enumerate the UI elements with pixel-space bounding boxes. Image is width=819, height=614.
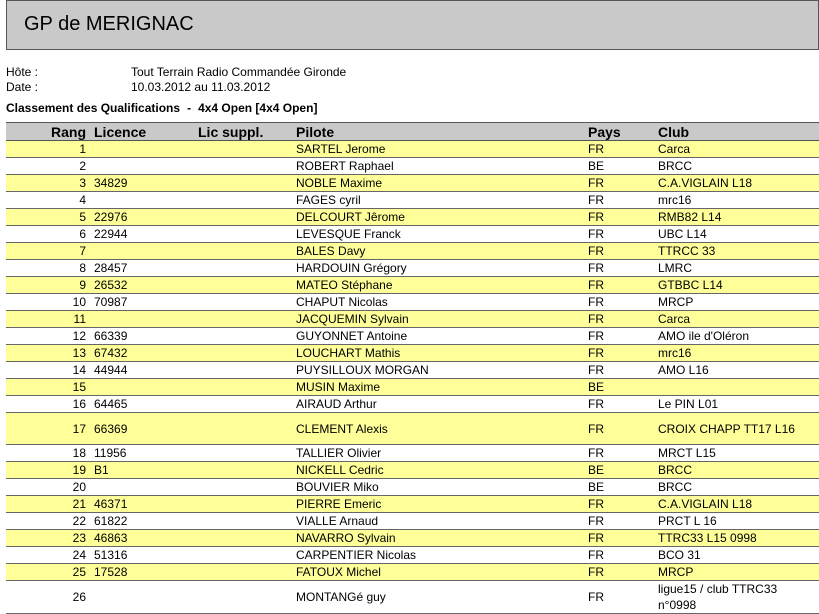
section-category: 4x4 Open [4x4 Open] [198,101,318,115]
licence-cell [92,158,196,175]
pilote-cell: NICKELL Cedric [294,462,586,479]
club-cell: BRCC [656,158,819,175]
lic-suppl-cell [196,379,294,396]
pilote-cell: BOUVIER Miko [294,479,586,496]
column-header-pays: Pays [586,123,656,141]
pilote-cell: CARPENTIER Nicolas [294,547,586,564]
lic-suppl-cell [196,362,294,379]
column-header-club: Club [656,123,819,141]
rang-cell: 21 [6,496,92,513]
lic-suppl-cell [196,564,294,581]
rang-cell: 23 [6,530,92,547]
table-row [6,362,819,379]
rang-cell: 18 [6,445,92,462]
lic-suppl-cell [196,243,294,260]
table-row [6,277,819,294]
licence-cell: 70987 [92,294,196,311]
table-row [6,479,819,496]
licence-cell [92,479,196,496]
table-row [6,396,819,413]
club-cell [656,413,819,445]
pilote-cell: MUSIN Maxime [294,379,586,396]
licence-cell: 22944 [92,226,196,243]
club-cell: mrc16 [656,345,819,362]
pilote-cell: BALES Davy [294,243,586,260]
rang-cell: 17 [6,413,92,445]
club-cell: AMO ile d'Oléron [656,328,819,345]
licence-cell: 66369 [92,413,196,445]
licence-cell: 61822 [92,513,196,530]
column-header-licence: Licence [92,123,196,141]
pilote-cell: VIALLE Arnaud [294,513,586,530]
pilote-cell: FATOUX Michel [294,564,586,581]
rang-cell: 22 [6,513,92,530]
lic-suppl-cell [196,581,294,614]
column-header-rang: Rang [6,123,92,141]
column-header-pilote: Pilote [294,123,586,141]
licence-cell: 17528 [92,564,196,581]
licence-cell: 46371 [92,496,196,513]
table-row [6,496,819,513]
pilote-cell: TALLIER Olivier [294,445,586,462]
licence-cell: 51316 [92,547,196,564]
lic-suppl-cell [196,479,294,496]
section-name: Classement des Qualifications [6,101,181,115]
table-row [6,209,819,226]
pays-cell: FR [586,260,656,277]
club-cell: PRCT L 16 [656,513,819,530]
club-cell: TTRC33 L15 0998 [656,530,819,547]
club-cell: LMRC [656,260,819,277]
rang-cell: 24 [6,547,92,564]
pilote-cell: GUYONNET Antoine [294,328,586,345]
club-cell [656,581,819,614]
pilote-cell: LOUCHART Mathis [294,345,586,362]
rang-cell: 5 [6,209,92,226]
rang-cell: 26 [6,581,92,614]
rang-cell: 8 [6,260,92,277]
lic-suppl-cell [196,226,294,243]
pays-cell: FR [586,496,656,513]
lic-suppl-cell [196,530,294,547]
licence-cell: 64465 [92,396,196,413]
rang-cell: 6 [6,226,92,243]
rang-cell: 15 [6,379,92,396]
pays-cell: FR [586,547,656,564]
lic-suppl-cell [196,209,294,226]
rang-cell: 12 [6,328,92,345]
rang-cell: 10 [6,294,92,311]
licence-cell [92,581,196,614]
rang-cell: 16 [6,396,92,413]
section-title [6,101,317,115]
lic-suppl-cell [196,328,294,345]
pilote-cell: AIRAUD Arthur [294,396,586,413]
pilote-cell: CHAPUT Nicolas [294,294,586,311]
pays-cell: FR [586,530,656,547]
rang-cell: 13 [6,345,92,362]
licence-cell: 28457 [92,260,196,277]
lic-suppl-cell [196,277,294,294]
club-cell: C.A.VIGLAIN L18 [656,175,819,192]
lic-suppl-cell [196,294,294,311]
table-row [6,547,819,564]
club-text: ligue15 / club TTRC33 n°0998 [658,582,778,612]
table-row [6,294,819,311]
table-row [6,141,819,158]
pilote-cell: SARTEL Jerome [294,141,586,158]
pays-cell: FR [586,445,656,462]
club-cell: GTBBC L14 [656,277,819,294]
licence-cell [92,243,196,260]
host-label: Hôte : [6,65,39,79]
date-line [0,80,819,91]
rang-cell: 19 [6,462,92,479]
club-text: CROIX CHAPP TT17 L16 [658,421,795,436]
licence-cell: 11956 [92,445,196,462]
pilote-cell: CLEMENT Alexis [294,413,586,445]
lic-suppl-cell [196,345,294,362]
pays-cell: FR [586,328,656,345]
pays-cell: FR [586,209,656,226]
lic-suppl-cell [196,260,294,277]
table-header-row [6,123,819,141]
rang-cell: 2 [6,158,92,175]
rang-cell: 7 [6,243,92,260]
section-separator: - [187,101,192,115]
results-table [6,122,819,614]
table-row [6,158,819,175]
pilote-cell: MONTANGé guy [294,581,586,614]
rang-cell: 4 [6,192,92,209]
licence-cell: 22976 [92,209,196,226]
rang-cell: 3 [6,175,92,192]
club-cell: AMO L16 [656,362,819,379]
pays-cell: FR [586,277,656,294]
pays-cell: FR [586,413,656,445]
rang-cell: 1 [6,141,92,158]
table-row [6,513,819,530]
page-title: GP de MERIGNAC [24,13,194,35]
rang-cell: 9 [6,277,92,294]
licence-cell: 34829 [92,175,196,192]
pilote-cell: HARDOUIN Grégory [294,260,586,277]
pays-cell: FR [586,396,656,413]
pays-cell: FR [586,564,656,581]
pays-cell: FR [586,175,656,192]
lic-suppl-cell [196,192,294,209]
pilote-cell: ROBERT Raphael [294,158,586,175]
club-cell: RMB82 L14 [656,209,819,226]
column-header-lic-suppl: Lic suppl. [196,123,294,141]
pays-cell: FR [586,311,656,328]
licence-cell: 26532 [92,277,196,294]
licence-cell [92,192,196,209]
licence-cell [92,311,196,328]
pays-cell: BE [586,462,656,479]
pilote-cell: NAVARRO Sylvain [294,530,586,547]
lic-suppl-cell [196,175,294,192]
pays-cell: BE [586,479,656,496]
table-row [6,413,819,445]
date-label: Date : [6,80,39,91]
table-row [6,311,819,328]
lic-suppl-cell [196,413,294,445]
club-cell: Carca [656,311,819,328]
pays-cell: FR [586,345,656,362]
club-cell: BRCC [656,462,819,479]
pays-cell: FR [586,243,656,260]
table-row [6,462,819,479]
pays-cell: FR [586,362,656,379]
pays-cell: FR [586,294,656,311]
pilote-cell: LEVESQUE Franck [294,226,586,243]
pays-cell: FR [586,513,656,530]
pays-cell: BE [586,379,656,396]
rang-cell: 14 [6,362,92,379]
table-row [6,445,819,462]
pays-cell: BE [586,158,656,175]
club-cell: mrc16 [656,192,819,209]
licence-cell: 67432 [92,345,196,362]
host-value: Tout Terrain Radio Commandée Gironde [131,65,347,79]
pays-cell: FR [586,141,656,158]
rang-cell: 11 [6,311,92,328]
pilote-cell: DELCOURT Jêrome [294,209,586,226]
lic-suppl-cell [196,158,294,175]
club-cell: UBC L14 [656,226,819,243]
club-cell: MRCP [656,294,819,311]
lic-suppl-cell [196,547,294,564]
rang-cell: 25 [6,564,92,581]
table-row [6,530,819,547]
club-cell: BRCC [656,479,819,496]
table-row [6,192,819,209]
table-row [6,243,819,260]
table-row [6,345,819,362]
table-row [6,328,819,345]
table-row [6,564,819,581]
club-cell: TTRCC 33 [656,243,819,260]
pilote-cell: MATEO Stéphane [294,277,586,294]
table-row [6,175,819,192]
licence-cell: 44944 [92,362,196,379]
club-cell: MRCP [656,564,819,581]
pays-cell: FR [586,226,656,243]
club-cell: Carca [656,141,819,158]
pays-cell: FR [586,192,656,209]
club-cell: C.A.VIGLAIN L18 [656,496,819,513]
lic-suppl-cell [196,513,294,530]
lic-suppl-cell [196,141,294,158]
lic-suppl-cell [196,462,294,479]
pilote-cell: PIERRE Emeric [294,496,586,513]
table-row [6,379,819,396]
licence-cell: 46863 [92,530,196,547]
lic-suppl-cell [196,496,294,513]
licence-cell [92,379,196,396]
lic-suppl-cell [196,396,294,413]
rang-cell: 20 [6,479,92,496]
lic-suppl-cell [196,311,294,328]
table-body [6,141,819,614]
pilote-cell: NOBLE Maxime [294,175,586,192]
club-cell: BCO 31 [656,547,819,564]
date-value: 10.03.2012 au 11.03.2012 [131,80,271,91]
club-cell: MRCT L15 [656,445,819,462]
licence-cell: B1 [92,462,196,479]
pilote-cell: PUYSILLOUX MORGAN [294,362,586,379]
pilote-cell: JACQUEMIN Sylvain [294,311,586,328]
lic-suppl-cell [196,445,294,462]
table-row [6,260,819,277]
pays-cell: FR [586,581,656,614]
table-row [6,581,819,614]
report-header [6,0,819,50]
pilote-cell: FAGES cyril [294,192,586,209]
club-cell [656,379,819,396]
table-row [6,226,819,243]
licence-cell [92,141,196,158]
licence-cell: 66339 [92,328,196,345]
club-cell: Le PIN L01 [656,396,819,413]
